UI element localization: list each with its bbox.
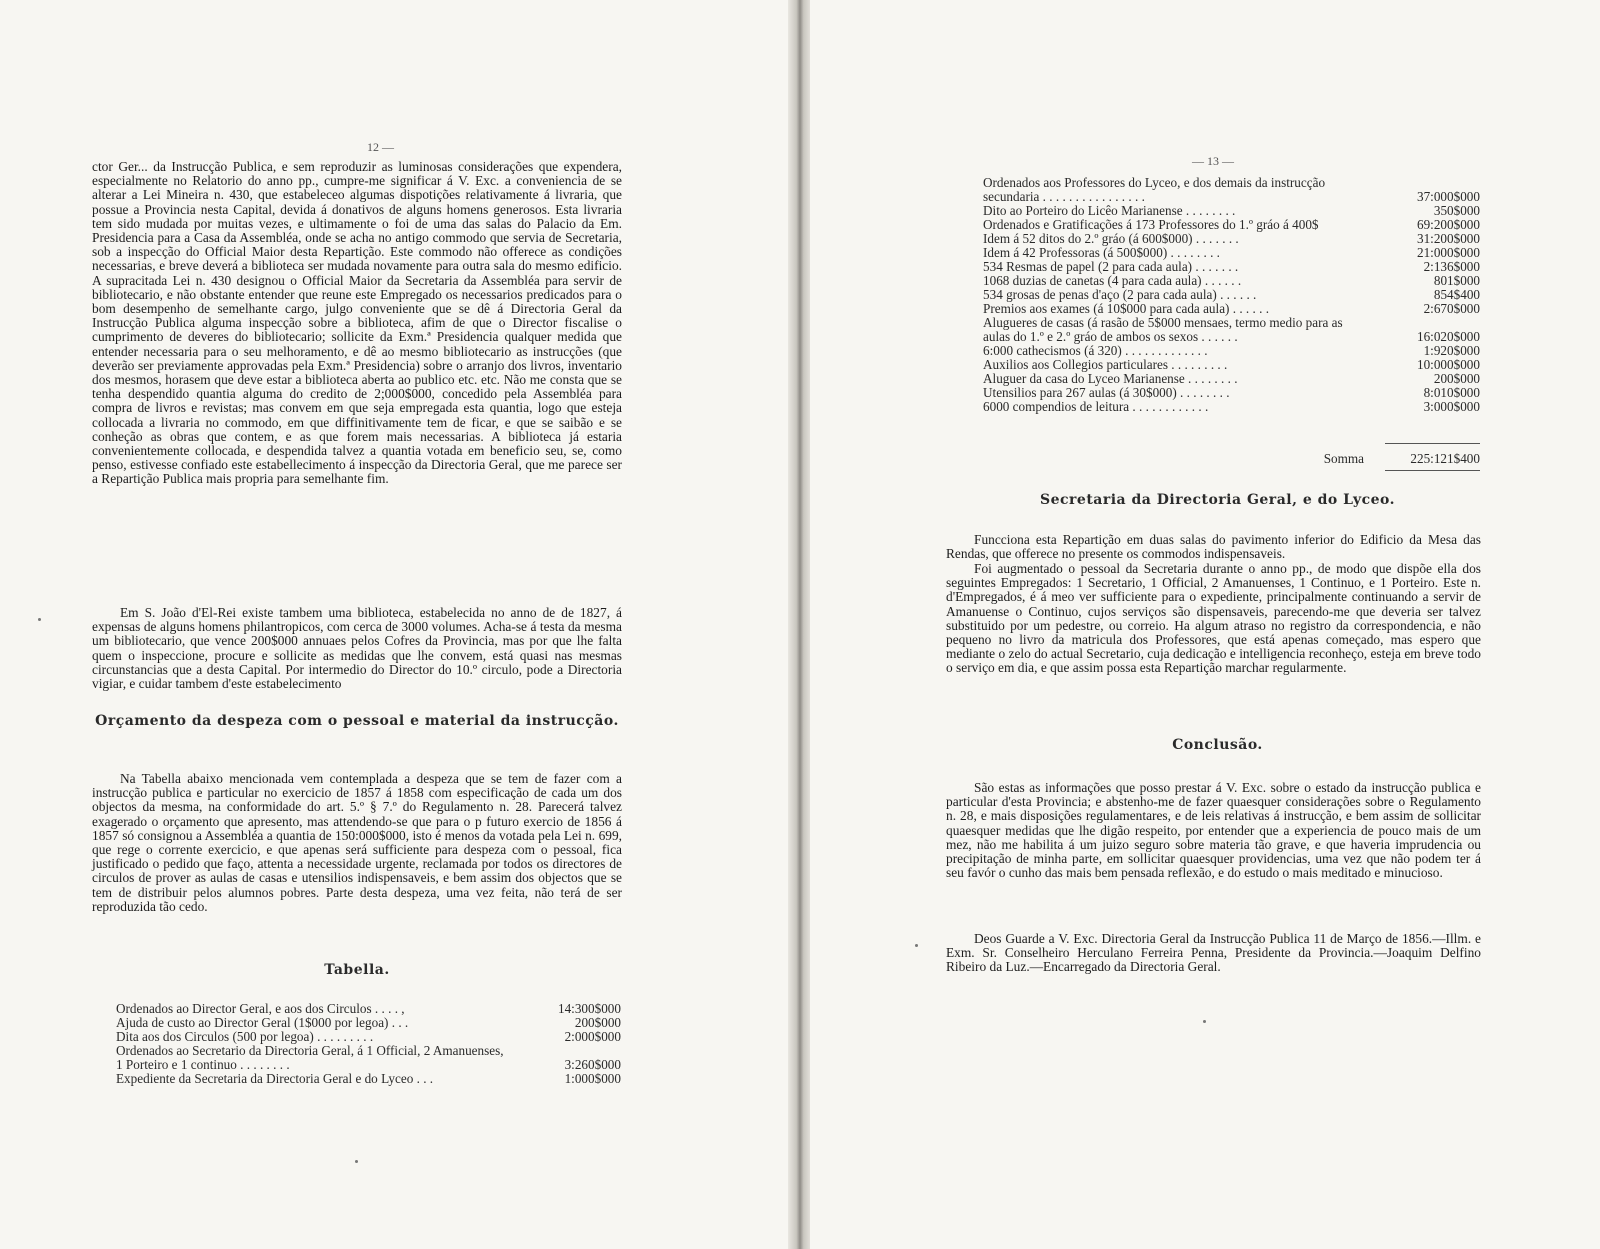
book-gutter <box>788 0 812 1249</box>
row-label: Ordenados e Gratificações á 173 Professores do 1.º gráo á 400$ <box>983 217 1319 232</box>
ledger-row <box>983 176 1480 204</box>
row-amount: 801$000 <box>1433 273 1480 288</box>
ledger-row <box>983 358 1480 372</box>
ledger-row <box>983 274 1480 288</box>
secretaria-paragraph: Funcciona esta Repartição em duas salas do pavimento inferior do Edificio da Mesa das Rendas, que offerece no presente os commodos indispensaveis. <box>946 532 1481 562</box>
row-label: Idem á 42 Professoras (á 500$000) . . . . . . . . <box>983 245 1220 260</box>
row-label: Ordenados ao Secretario da Directoria Geral, á 1 Official, 2 Amanuenses, 1 Porteiro e 1 continuo . . . . . . . . <box>116 1043 504 1072</box>
row-label: Auxilios aos Collegios particulares . . . . . . . . . <box>983 357 1228 372</box>
row-label: 1068 duzias de canetas (4 para cada aula) . . . . . . <box>983 273 1242 288</box>
budget-paragraph: Na Tabella abaixo mencionada vem contemplada a despeza que se tem de fazer com a instrucção publica e particular no exercicio de 1857 á 1858 com especificação de cada um dos objectos da mesma, na conformidade do art. 5.º § 7.º do Regulamento n. 28. Parecerá talvez exagerado o orçamento que apresento, mas attendendo-se que para o p futuro exercio de 1856 á 1857 só consignou a Assembléa a quantia de 150:000$000, isto é menos da votada pela Lei n. 699, que rege o corrente exercicio, e que apenas será sufficiente para despeza com o pessoal, fica justificado o pedido que faço, attenta a necessidade urgente, reclamada por todos os directores de circulos de prover as aulas de casas e utensilios indispensaveis, e bem assim dos objectos que se tem de distribuir pelos alumnos pobres. Parte desta despeza, uma vez feita, não terá de ser reproduzida tão cedo. <box>92 771 622 914</box>
row-label: Aluguer da casa do Lyceo Marianense . . . . . . . . <box>983 371 1238 386</box>
row-amount: 31:200$000 <box>1416 231 1480 246</box>
table-row <box>116 1002 621 1016</box>
conclusion-paragraph: São estas as informações que posso prestar á V. Exc. sobre o estado da instrucção publica e particular d'esta Provincia; e abstenho-me de fazer quaesquer considerações sobre o Regulamento n. 28, e mais disposições regulamentares, e de leis relativas á instrucção, e bem assim de sollicitar quaesquer medidas que lhe digão respeito, por entender que a experiencia de pouco mais de um mez, não me habilita á um juizo seguro sobre materia tão grave, e que haveria imprudencia ou precipitação de minha parte, em sollicitar quaesquer providencias, uma vez que não podem ter á seu favór o cunho das mais bem pensada reflexão, e do estudo o mais meditado e minucioso. <box>946 780 1481 881</box>
row-amount: 2:136$000 <box>1423 259 1480 274</box>
row-amount: 200$000 <box>1433 371 1480 386</box>
total-row <box>983 452 1480 466</box>
row-label: Expediente da Secretaria da Directoria Geral e do Lyceo . . . <box>116 1071 434 1086</box>
row-label: Dita aos dos Circulos (500 por legoa) . . . . . . . . . <box>116 1029 374 1044</box>
ledger-row <box>983 204 1480 218</box>
total-amount: 225:121$400 <box>1410 451 1480 466</box>
sjoao-library-paragraph: Em S. João d'El-Rei existe tambem uma biblioteca, estabelecida no anno de de 1827, á expensas de alguns homens philantropicos, com cerca de 3000 volumes. Acha-se á testa da mesma um bibliotecario, que vence 200$000 annuaes pelos Cofres da Provincia, mas por que lhe falta quem o inspeccione, procure e sollicite as medidas que lhe convem, está quasi nas mesmas circunstancias que a desta Capital. Por intermedio do Director do 10.º circulo, pode a Directoria vigiar, e cuidar tambem d'este estabelecimento <box>92 605 622 692</box>
row-label: Ajuda de custo ao Director Geral (1$000 por legoa) . . . <box>116 1015 409 1030</box>
page-number: 12 — <box>367 140 394 154</box>
row-amount: 69:200$000 <box>1416 217 1480 232</box>
row-amount: 10:000$000 <box>1416 357 1480 372</box>
row-label: Alugueres de casas (á rasão de 5$000 mensaes, termo medio para as aulas do 1.º e 2.º gráo de ambos os sexos . . . . . . <box>983 315 1343 344</box>
ledger-row <box>983 218 1480 232</box>
total-label: Somma <box>1323 451 1364 466</box>
table-row <box>116 1016 621 1030</box>
total-rule <box>1385 470 1480 471</box>
ledger-row <box>983 288 1480 302</box>
expense-ledger <box>983 176 1480 414</box>
ledger-row <box>983 246 1480 260</box>
ledger-row <box>983 400 1480 414</box>
ledger-row <box>983 372 1480 386</box>
staff-paragraph: Foi augmentado o pessoal da Secretaria durante o anno pp., de modo que dispõe ella dos seguintes Empregados: 1 Secretario, 1 Official, 2 Amanuenses, 1 Continuo, e 1 Porteiro. Este n. d'Empregados, é á meo ver sufficiente para o expediente, principalmente continuando a servir de Amanuense o Continuo, cujos serviços são dispensaveis, parecendo-me que deveria ser talvez substituido por um pedestre, ou correio. Ha algum atraso no registro da correspondencia, e não pequeno no livro da matricula dos Professores, que está apenas começado, mas espero que mediante o zelo do actual Secretario, cuja dedicação e intelligencia reconheço, esteja em breve todo o serviço em dia, e que assim possa esta Repartição marchar regularmente. <box>946 561 1481 676</box>
row-amount: 37:000$000 <box>1416 189 1480 204</box>
ink-speck <box>915 944 918 947</box>
row-amount: 2:670$000 <box>1423 301 1480 316</box>
ink-speck <box>1203 1020 1206 1023</box>
row-amount: 1:000$000 <box>564 1071 621 1086</box>
page-number: — 13 — <box>1192 154 1234 168</box>
row-amount: 3:260$000 <box>564 1057 621 1072</box>
row-amount: 14:300$000 <box>557 1001 621 1016</box>
right-page <box>810 0 1600 1249</box>
row-label: 6000 compendios de leitura . . . . . . . . . . . . <box>983 399 1209 414</box>
row-amount: 16:020$000 <box>1416 329 1480 344</box>
row-amount: 350$000 <box>1433 203 1480 218</box>
budget-heading: Orçamento da despeza com o pessoal e material da instrucção. <box>95 713 619 729</box>
table-row <box>116 1072 621 1086</box>
conclusion-heading: Conclusão. <box>1172 737 1263 753</box>
ledger-row <box>983 260 1480 274</box>
row-amount: 200$000 <box>574 1015 621 1030</box>
ink-speck <box>355 1160 358 1163</box>
row-label: 534 grosas de penas d'aço (2 para cada aula) . . . . . . <box>983 287 1257 302</box>
row-amount: 2:000$000 <box>564 1029 621 1044</box>
expense-table <box>116 1002 621 1086</box>
ledger-row <box>983 232 1480 246</box>
left-page <box>0 0 790 1249</box>
row-label: 6:000 cathecismos (á 320) . . . . . . . . . . . . . <box>983 343 1208 358</box>
table-row <box>116 1044 621 1072</box>
library-paragraph: ctor Ger... da Instrucção Publica, e sem reproduzir as luminosas considerações que expendera, especialmente no Relatorio do anno pp., cumpre-me significar á V. Exc. a conveniencia de se alterar a Lei Mineira n. 430, que estabeleceo algumas dispotições relativamente á livraria, que possue a Provincia nesta Capital, devida á donativos de alguns homens generosos. Esta livraria tem sido mudada por muitas vezes, e ultimamente o foi de uma das salas do Palacio da Em. Presidencia para a Casa da Assembléa, onde se acha no antigo commodo que servia de Secretaria, sob a inspecção do Official Maior desta Repartição. Este commodo não offerece as condições necessarias, e breve deverá a biblioteca ser mudada novamente para outra sala do mesmo edificio. A supracitada Lei n. 430 designou o Official Maior da Secretaria da Assembléa para servir de bibliotecario, e não obstante entender que reune este Empregado os necessarios predicados para o bom desempenho de semelhante cargo, julgo conveniente que se dê á Directoria Geral da Instrucção Publica alguma inspecção sobre a biblioteca, afim de que o Director fiscalise o cumprimento de deveres do bibliotecario; sollicite da Exm.ª Presidencia qualquer medida que entender necessaria para o seu melhoramento, e dê ao mesmo bibliotecario as instrucções (que deverão ser previamente approvadas pela Exm.ª Presidencia) sobre o arranjo dos livros, inventario dos mesmos, horasem que deve estar a biblioteca aberta ao publico etc. etc. Não me consta que se tenha despendido quantia alguma do credito de 2;000$000, concedido pela Assembléa para compra de livros e revistas; mas convem em que seja empregada esta quantia, logo que esteja collocada a livraria no commodo, em que diffinitivamente tem de ficar, e que se saibão e se conheção as obras que contem, e as que forem mais necessarias. A biblioteca já estaria convenientemente collocada, e despendida talvez a quantia votada em beneficio seu, se, como penso, estivesse confiado este estabellecimento á inspecção da Directoria Geral, que me parece ser a Repartição Publica mais propria para semelhante fim. <box>92 159 622 487</box>
table-heading: Tabella. <box>324 962 390 978</box>
row-label: Dito ao Porteiro do Licêo Marianense . . . . . . . . <box>983 203 1236 218</box>
secretaria-heading: Secretaria da Directoria Geral, e do Lyceo. <box>1040 492 1395 508</box>
row-label: Ordenados aos Professores do Lyceo, e dos demais da instrucção secundaria . . . . . . . . . . . . . . . . <box>983 175 1326 204</box>
row-amount: 8:010$000 <box>1423 385 1480 400</box>
row-label: Ordenados ao Director Geral, e aos dos Circulos . . . . , <box>116 1001 405 1016</box>
closing-signature-paragraph: Deos Guarde a V. Exc. Directoria Geral da Instrucção Publica 11 de Março de 1856.—Illm. e Exm. Sr. Conselheiro Herculano Ferreira Penna, Presidente da Provincia.—Joaquim Delfino Ribeiro da Luz.—Encarregado da Directoria Geral. <box>946 931 1481 975</box>
ink-speck <box>38 618 41 621</box>
row-amount: 21:000$000 <box>1416 245 1480 260</box>
ledger-row <box>983 316 1480 344</box>
ledger-row <box>983 386 1480 400</box>
ledger-row <box>983 344 1480 358</box>
ledger-row <box>983 302 1480 316</box>
row-label: Utensilios para 267 aulas (á 30$000) . . . . . . . . <box>983 385 1230 400</box>
table-row <box>116 1030 621 1044</box>
row-amount: 3:000$000 <box>1423 399 1480 414</box>
row-amount: 1:920$000 <box>1423 343 1480 358</box>
total-rule <box>1385 443 1480 444</box>
row-label: Idem á 52 ditos do 2.º gráo (á 600$000) . . . . . . . <box>983 231 1239 246</box>
row-amount: 854$400 <box>1433 287 1480 302</box>
row-label: 534 Resmas de papel (2 para cada aula) . . . . . . . <box>983 259 1239 274</box>
row-label: Premios aos exames (á 10$000 para cada aula) . . . . . . <box>983 301 1269 316</box>
